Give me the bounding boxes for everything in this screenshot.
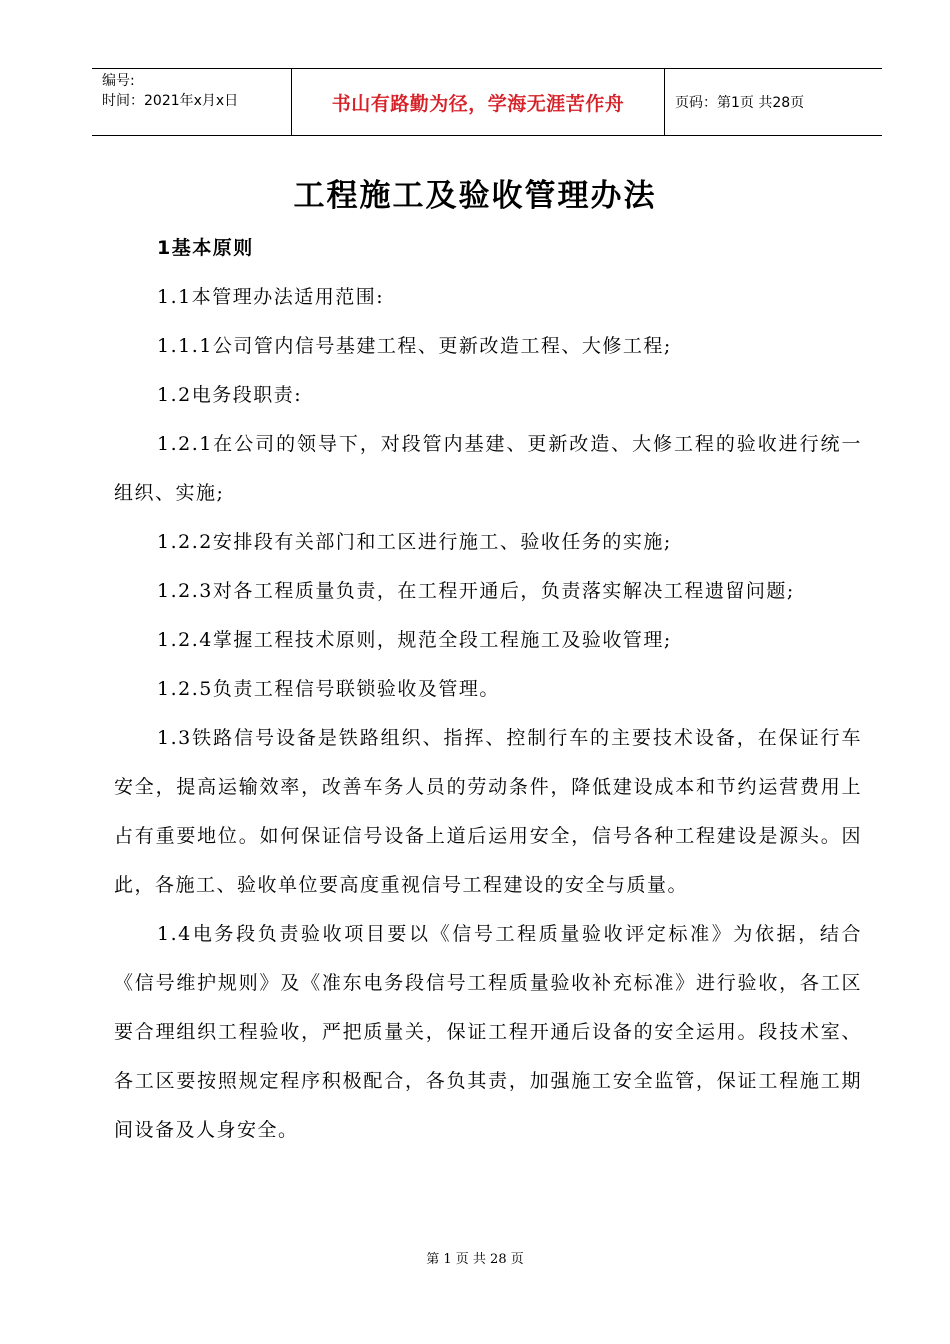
header-motto: 书山有路勤为径，学海无涯苦作舟 — [292, 69, 665, 135]
page-footer: 第 1 页 共 28 页 — [426, 1252, 524, 1267]
page-header — [92, 68, 882, 136]
serial-label: 编号: — [102, 73, 135, 89]
time-line: 时间：2021年x月x日 — [102, 93, 239, 109]
paragraph: 1.2.1在公司的领导下，对段管内基建、更新改造、大修工程的验收进行统一组织、实施; — [114, 433, 862, 504]
paragraph: 1.2.5负责工程信号联锁验收及管理。 — [157, 678, 500, 700]
paragraph: 1.1.1公司管内信号基建工程、更新改造工程、大修工程; — [157, 335, 672, 357]
header-meta — [92, 69, 292, 135]
paragraph: 1.1本管理办法适用范围: — [157, 286, 385, 308]
paragraph: 1.2电务段职责: — [157, 384, 303, 406]
document-title: 工程施工及验收管理办法 — [293, 178, 657, 214]
paragraph: 1.2.3对各工程质量负责，在工程开通后，负责落实解决工程遗留问题; — [157, 580, 795, 602]
document-body — [114, 224, 862, 1155]
paragraph: 1.2.2安排段有关部门和工区进行施工、验收任务的实施; — [157, 531, 672, 553]
paragraph: 1.4电务段负责验收项目要以《信号工程质量验收评定标准》为依据，结合《信号维护规则》及《准东电务段信号工程质量验收补充标准》进行验收，各工区要合理组织工程验收，严把质量关，保证工程开通后设备的安全运用。段技术室、各工区要按照规定程序积极配合，各负其责，加强施工安全监管，保证工程施工期间设备及人身安全。 — [114, 923, 862, 1141]
paragraph: 1.3铁路信号设备是铁路组织、指挥、控制行车的主要技术设备，在保证行车安全，提高运输效率，改善车务人员的劳动条件，降低建设成本和节约运营费用上占有重要地位。如何保证信号设备上道后运用安全，信号各种工程建设是源头。因此，各施工、验收单位要高度重视信号工程建设的安全与质量。 — [114, 727, 862, 896]
section-heading: 1基本原则 — [157, 237, 254, 259]
header-page-info: 页码：第1页 共28页 — [675, 95, 805, 111]
paragraph: 1.2.4掌握工程技术原则，规范全段工程施工及验收管理; — [157, 629, 672, 651]
